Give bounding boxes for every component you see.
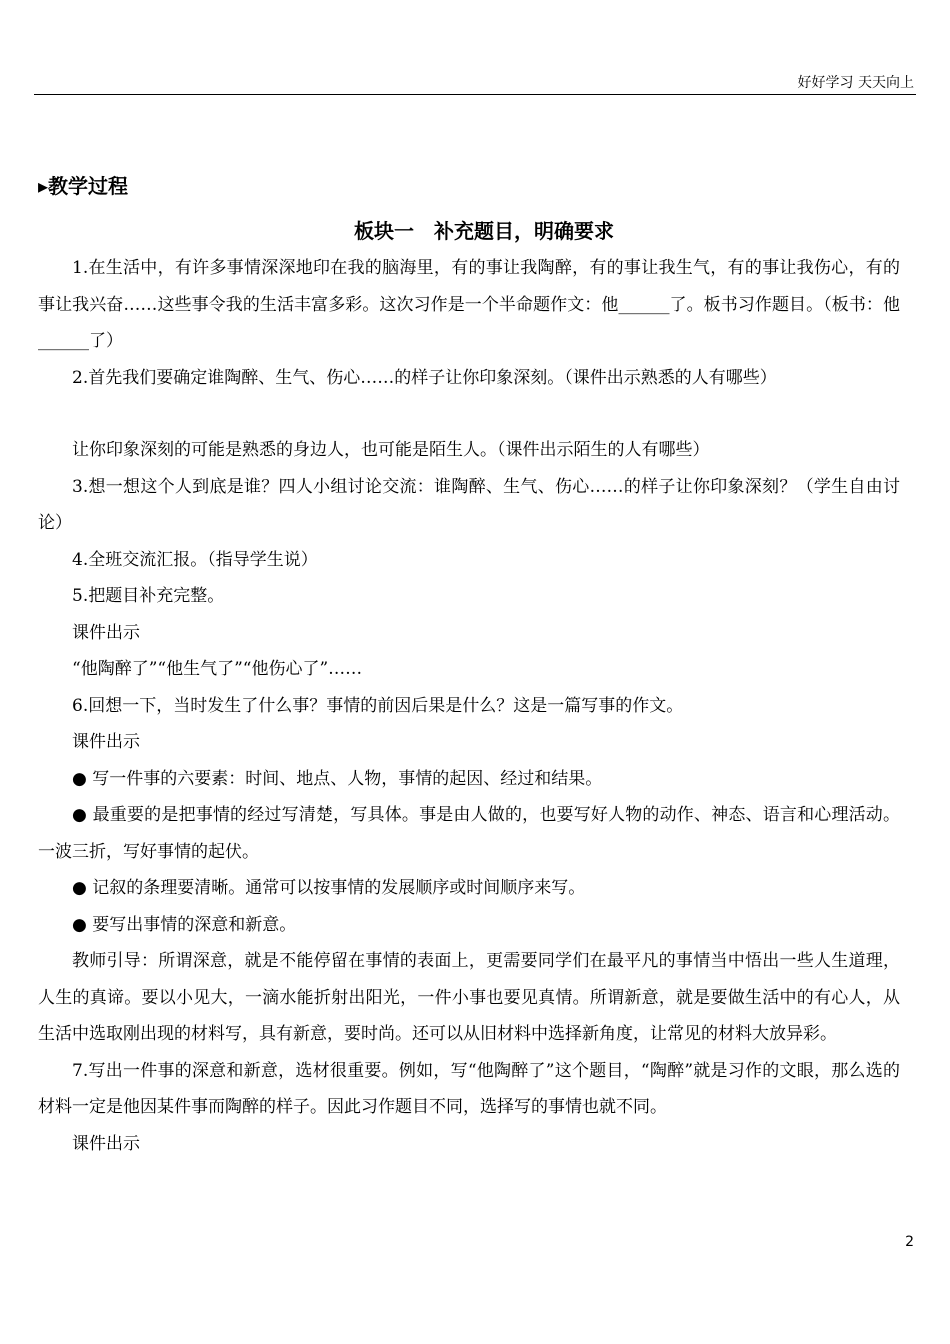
bullet-item: ● 要写出事情的深意和新意。 xyxy=(72,914,297,935)
header-divider xyxy=(34,94,916,95)
paragraph: 3.想一想这个人到底是谁？四人小组讨论交流：谁陶醉、生气、伤心……的样子让你印象深刻？（学生自由讨论） xyxy=(38,476,900,533)
paragraph: 1.在生活中，有许多事情深深地印在我的脑海里，有的事让我陶醉，有的事让我生气，有的事让我伤心，有的事让我兴奋……这些事令我的生活丰富多彩。这次习作是一个半命题作文：他______了。板书习作题目。（板书：他______了） xyxy=(38,258,900,351)
courseware-label: 课件出示 xyxy=(72,732,140,752)
page-number: 2 xyxy=(905,1234,914,1250)
paragraph: 让你印象深刻的可能是熟悉的身边人，也可能是陌生人。（课件出示陌生的人有哪些） xyxy=(72,440,710,460)
bullet-item: ● 记叙的条理要清晰。通常可以按事情的发展顺序或时间顺序来写。 xyxy=(72,878,586,898)
paragraph: 教师引导：所谓深意，就是不能停留在事情的表面上，更需要同学们在最平凡的事情当中悟出一些人生道理，人生的真谛。要以小见大，一滴水能折射出阳光，一件小事也要见真情。所谓新意，就是要做生活中的有心人，从生活中选取刚出现的材料写，具有新意，要时尚。还可以从旧材料中选择新角度，让常见的材料大放异彩。 xyxy=(38,951,900,1044)
block-title: 板块一 补充题目，明确要求 xyxy=(354,219,614,243)
paragraph: 7.写出一件事的深意和新意，选材很重要。例如，写“他陶醉了”这个题目，“陶醉”就是习作的文眼，那么选的材料一定是他因某件事而陶醉的样子。因此习作题目不同，选择写的事情也就不同。 xyxy=(38,1060,900,1117)
page-header-text: 好好学习 天天向上 xyxy=(797,75,914,91)
paragraph: 2.首先我们要确定谁陶醉、生气、伤心……的样子让你印象深刻。（课件出示熟悉的人有哪些） xyxy=(72,367,777,388)
paragraph: 6.回想一下，当时发生了什么事？事情的前因后果是什么？这是一篇写事的作文。 xyxy=(72,695,684,716)
courseware-label: 课件出示 xyxy=(72,1133,140,1154)
title-examples: “他陶醉了”“他生气了”“他伤心了”…… xyxy=(72,659,363,679)
section-heading: ▸教学过程 xyxy=(38,174,129,198)
paragraph: 4.全班交流汇报。（指导学生说） xyxy=(72,549,318,570)
paragraph: 5.把题目补充完整。 xyxy=(72,586,225,606)
blank-gap xyxy=(38,396,900,432)
courseware-label: 课件出示 xyxy=(72,622,140,643)
bullet-item: ● 最重要的是把事情的经过写清楚，写具体。事是由人做的，也要写好人物的动作、神态、语言和心理活动。一波三折，写好事情的起伏。 xyxy=(38,805,900,862)
document-body xyxy=(38,170,900,1162)
bullet-item: ● 写一件事的六要素：时间、地点、人物，事情的起因、经过和结果。 xyxy=(72,768,603,789)
